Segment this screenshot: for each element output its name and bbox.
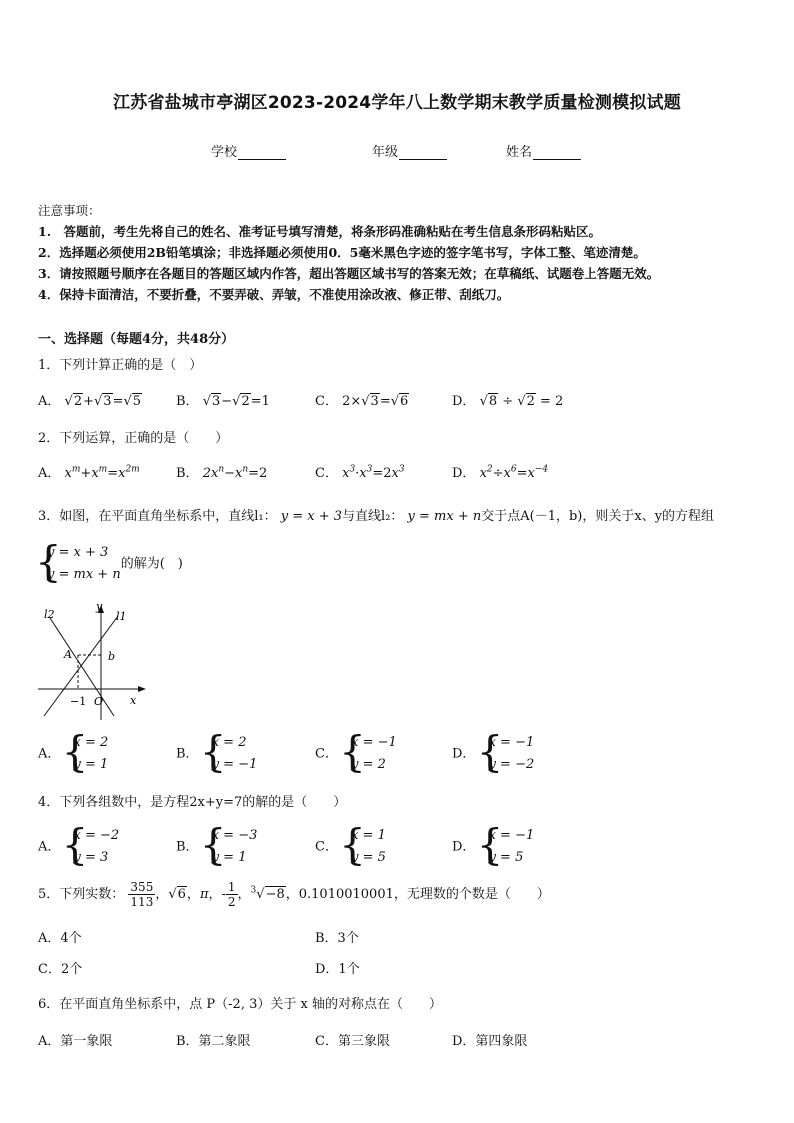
question-3-stem: 3．如图，在平面直角坐标系中，直线l₁： y = x + 3与直线l₂： y = mx + n交于点A(－1，b)，则关于x、y的方程组 — [38, 509, 715, 524]
x-label: x — [130, 694, 137, 707]
l1-label: l1 — [116, 610, 127, 623]
q3-option-a[interactable]: A． { x = 2 y = 1 — [38, 732, 108, 776]
q4-option-d[interactable]: D． { x = −1 y = 5 — [452, 825, 534, 869]
question-2-stem: 2．下列运算，正确的是（ ） — [38, 431, 229, 446]
q3-option-c[interactable]: C． { x = −1 y = 2 — [315, 732, 397, 776]
question-6-stem: 6．在平面直角坐标系中，点 P（-2, 3）关于 x 轴的对称点在（ ） — [38, 997, 442, 1012]
q1-option-c[interactable]: C． 2×√3=√6 — [315, 394, 409, 409]
notice-item: 2．选择题必须使用2B铅笔填涂；非选择题必须使用0．5毫米黑色字迹的签字笔书写，字体工整、笔迹清楚。 — [38, 245, 646, 260]
exam-title: 江苏省盐城市亭湖区2023-2024学年八上数学期末教学质量检测模拟试题 — [113, 93, 681, 113]
q4-option-a[interactable]: A． { x = −2 y = 3 — [38, 825, 119, 869]
school-field[interactable] — [211, 141, 286, 160]
section-heading: 一、选择题（每题4分，共48分） — [38, 332, 235, 347]
question-1-stem: 1．下列计算正确的是（ ） — [38, 358, 203, 373]
notice-item: 4．保持卡面清洁，不要折叠，不要弄破、弄皱，不准使用涂改液、修正带、刮纸刀。 — [38, 287, 510, 302]
question-5-stem: 5．下列实数： $\frac{355}{113}$ ，√6，π，- $\frac{1}{2}$ ，$^3$√−8，0.1010010001，无理数的个数是（ ） — [38, 880, 550, 909]
neg-one-label: −1 — [70, 695, 87, 708]
notice-heading: 注意事项： — [38, 203, 101, 218]
q1-option-b[interactable]: B． √3−√2=1 — [176, 394, 270, 409]
l2-label: l2 — [44, 608, 55, 621]
q4-option-c[interactable]: C． { x = 1 y = 5 — [315, 825, 386, 869]
name-field[interactable] — [506, 141, 581, 160]
notice-block — [38, 200, 659, 305]
q6-option-a[interactable]: A．第一象限 — [38, 1034, 113, 1049]
q6-option-b[interactable]: B．第二象限 — [176, 1034, 251, 1049]
q3-graph — [34, 600, 152, 722]
point-a-label: A — [64, 648, 72, 661]
b-label: b — [108, 650, 116, 663]
notice-item: 3．请按照题号顺序在各题目的答题区域内作答，超出答题区域书写的答案无效；在草稿纸、试题卷上答题无效。 — [38, 266, 660, 281]
q6-option-d[interactable]: D．第四象限 — [452, 1034, 528, 1049]
question-4-stem: 4．下列各组数中，是方程2x+y=7的解的是（ ） — [38, 795, 347, 810]
q3-option-b[interactable]: B． { x = 2 y = −1 — [176, 732, 257, 776]
notice-item: 1. 答题前，考生先将自己的姓名、准考证号填写清楚，将条形码准确粘贴在考生信息条形码粘贴区。 — [38, 224, 602, 239]
name-label: 姓名 — [506, 145, 533, 160]
q5-option-a[interactable]: A．4个 — [38, 931, 82, 946]
q1-option-d[interactable]: D． √8 ÷ √2 = 2 — [452, 394, 564, 409]
q2-option-d[interactable]: D． $x^2\div x^6=x^{-4}$ — [452, 464, 549, 481]
school-label: 学校 — [211, 145, 238, 160]
q2-option-a[interactable]: A． $x^m+x^m=x^{2m}$ — [38, 464, 140, 481]
x-axis-arrow — [138, 686, 146, 692]
q5-option-c[interactable]: C．2个 — [38, 962, 83, 977]
q1-option-a[interactable]: A． √2+√3=√5 — [38, 394, 142, 409]
q5-option-d[interactable]: D．1个 — [315, 962, 360, 977]
origin-label: O — [94, 695, 104, 708]
q4-option-b[interactable]: B． { x = −3 y = 1 — [176, 825, 257, 869]
q5-option-b[interactable]: B．3个 — [315, 931, 359, 946]
q2-option-b[interactable]: B． $2x^n-x^n=2$ — [176, 464, 268, 481]
q3-option-d[interactable]: D． { x = −1 y = −2 — [452, 732, 534, 776]
grade-label: 年级 — [372, 145, 399, 160]
y-label: y — [96, 600, 103, 613]
q2-option-c[interactable]: C． $x^3\cdot x^3=2x^3$ — [315, 464, 405, 481]
grade-field[interactable] — [372, 141, 447, 160]
question-3-system: { y = x + 3 y = mx + n 的解为( ) — [38, 542, 183, 586]
q6-option-c[interactable]: C．第三象限 — [315, 1034, 390, 1049]
